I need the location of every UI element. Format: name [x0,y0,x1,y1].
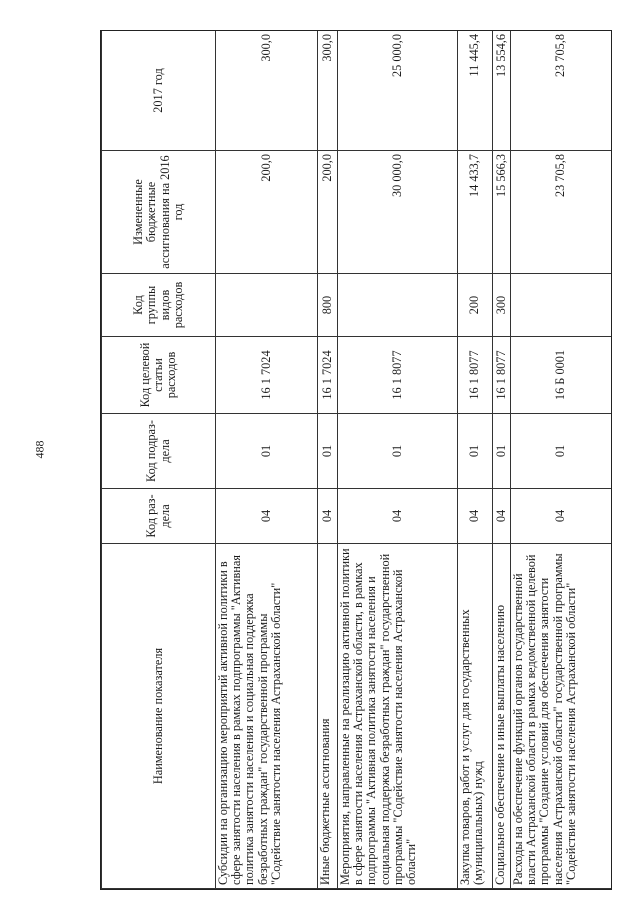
row-podrazdel: 01 [493,414,511,489]
row-csr: 16 Б 0001 [511,337,612,414]
col-header-csr: Код целевой статьи расходов [102,337,216,414]
row-2017: 300,0 [318,31,338,151]
row-csr: 16 1 7024 [318,337,338,414]
row-razdel: 04 [338,489,458,544]
row-podrazdel: 01 [318,414,338,489]
col-header-podrazdel: Код подраз-дела [102,414,216,489]
row-2017: 13 554,6 [493,31,511,151]
row-razdel: 04 [216,489,318,544]
row-2016: 200,0 [318,151,338,274]
col-header-razdel: Код раз-дела [102,489,216,544]
row-name: Субсидии на организацию мероприятий активной политики в сфере занятости населения в рамках подпрограммы "Активная политика занятости населения и социальная поддержка безработных граждан" государственной программы "Содействие занятости населения Астраханской области" [216,544,318,889]
row-name: Иные бюджетные ассигнования [318,544,338,889]
row-razdel: 04 [493,489,511,544]
budget-table-frame [100,30,612,890]
budget-table [101,30,612,889]
col-header-vr: Код группы видов расходов [102,274,216,337]
row-podrazdel: 01 [458,414,493,489]
row-2016: 14 433,7 [458,151,493,274]
row-2016: 15 566,3 [493,151,511,274]
row-razdel: 04 [458,489,493,544]
row-name: Закупка товаров, работ и услуг для государственных (муниципальных) нужд [458,544,493,889]
row-csr: 16 1 8077 [458,337,493,414]
table-row [318,31,338,889]
table-row [338,31,458,889]
row-vr [511,274,612,337]
row-2016: 23 705,8 [511,151,612,274]
row-2016: 200,0 [216,151,318,274]
row-name: Расходы на обеспечение функций органов государственной власти Астраханской области в рамках ведомственной целевой программы "Создание условий для обеспечения занятости населения Астраханской области" государственной программы "Содействие занятости населения Астраханской области" [511,544,612,889]
row-vr: 300 [493,274,511,337]
row-podrazdel: 01 [216,414,318,489]
row-name: Социальное обеспечение и иные выплаты населению [493,544,511,889]
row-2017: 25 000,0 [338,31,458,151]
row-vr [338,274,458,337]
row-name: Мероприятия, направленные на реализацию активной политики в сфере занятости населения Астраханской области, в рамках подпрограммы "Активная политика занятости населения и социальная поддержка безработных граждан" государственной программы "Содействие занятости населения Астраханской области" [338,544,458,889]
row-2017: 300,0 [216,31,318,151]
table-row [511,31,612,889]
row-razdel: 04 [511,489,612,544]
col-header-2017: 2017 год [102,31,216,151]
row-vr [216,274,318,337]
row-2016: 30 000,0 [338,151,458,274]
table-row [493,31,511,889]
row-vr: 800 [318,274,338,337]
row-2017: 23 705,8 [511,31,612,151]
row-podrazdel: 01 [511,414,612,489]
col-header-name: Наименование показателя [102,544,216,889]
table-row [216,31,318,889]
row-csr: 16 1 7024 [216,337,318,414]
header-row [102,31,216,889]
row-podrazdel: 01 [338,414,458,489]
col-header-2016: Измененные бюджетные ассигнования на 2016 год [102,151,216,274]
row-csr: 16 1 8077 [338,337,458,414]
row-2017: 11 445,4 [458,31,493,151]
row-razdel: 04 [318,489,338,544]
row-vr: 200 [458,274,493,337]
row-csr: 16 1 8077 [493,337,511,414]
table-row [458,31,493,889]
page-number: 488 [32,440,47,459]
